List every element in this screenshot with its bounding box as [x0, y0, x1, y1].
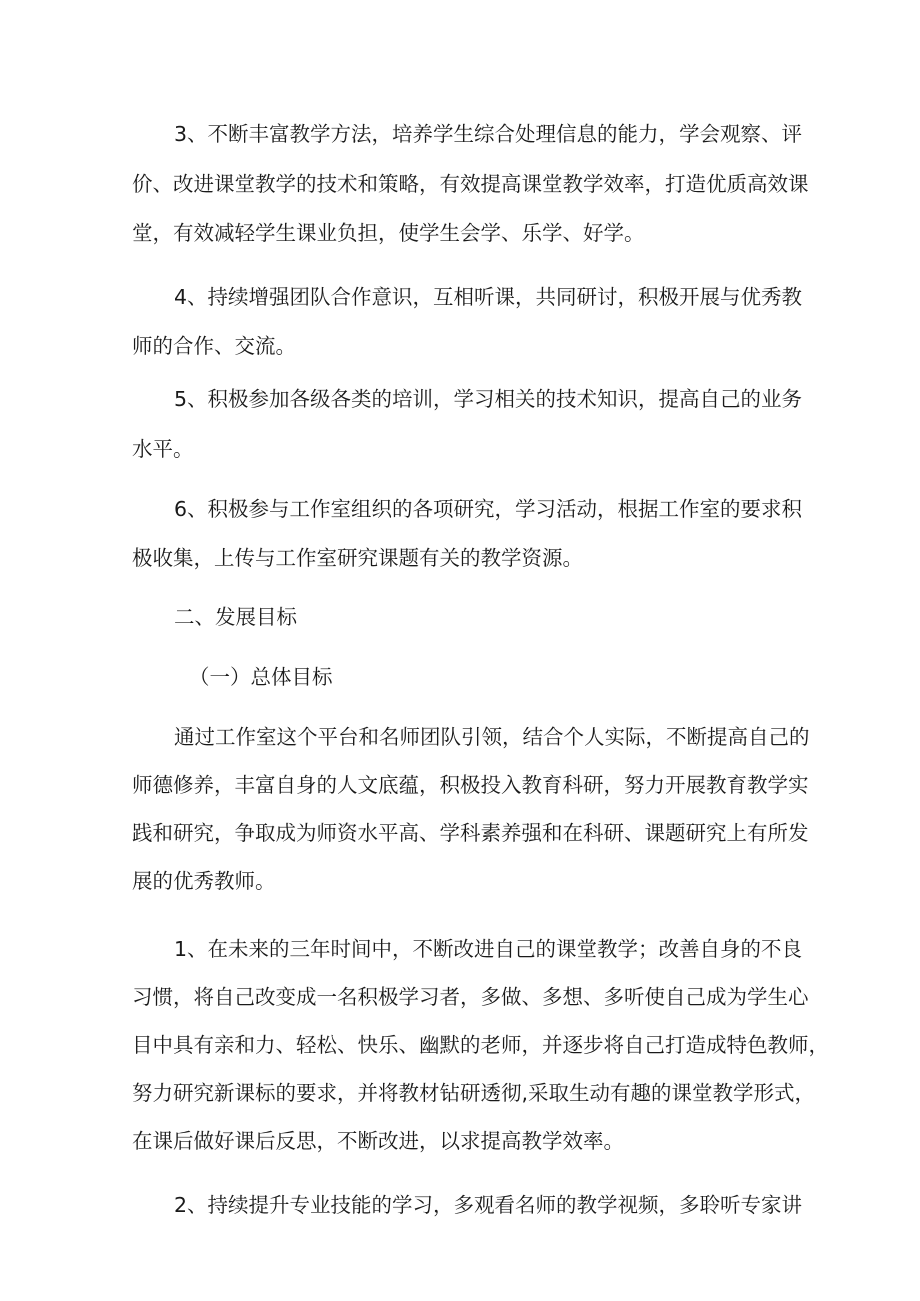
paragraph-6-line-1: 6、积极参与工作室组织的各项研究，学习活动，根据工作室的要求积 [174, 497, 803, 521]
overall-goal-line-2: 师德修养，丰富自身的人文底蕴，积极投入教育科研，努力开展教育教学实 [132, 773, 809, 797]
paragraph-4-line-1: 4、持续增强团队合作意识，互相听课，共同研讨，积极开展与优秀教 [174, 285, 803, 309]
overall-goal-line-4: 展的优秀教师。 [132, 869, 276, 893]
goal-item-1-line-4: 努力研究新课标的要求，并将教材钻研透彻,采取生动有趣的课堂教学形式， [132, 1081, 816, 1105]
paragraph-5-line-2: 水平。 [132, 437, 194, 461]
goal-item-2-line-1: 2、持续提升专业技能的学习，多观看名师的教学视频，多聆听专家讲 [174, 1193, 803, 1217]
overall-goal-line-1: 通过工作室这个平台和名师团队引领，结合个人实际，不断提高自己的 [174, 725, 810, 749]
paragraph-3-line-1: 3、不断丰富教学方法，培养学生综合处理信息的能力，学会观察、评 [174, 122, 803, 146]
goal-item-1-line-5: 在课后做好课后反思，不断改进，以求提高教学效率。 [132, 1129, 624, 1153]
paragraph-6-line-2: 极收集，上传与工作室研究课题有关的教学资源。 [132, 546, 583, 570]
paragraph-5-line-1: 5、积极参加各级各类的培训，学习相关的技术知识，提高自己的业务 [174, 387, 803, 411]
paragraph-4-line-2: 师的合作、交流。 [132, 334, 296, 358]
paragraph-3-line-3: 堂，有效减轻学生课业负担，使学生会学、乐学、好学。 [132, 221, 645, 245]
goal-item-1-line-1: 1、在未来的三年时间中，不断改进自己的课堂教学；改善自身的不良 [174, 937, 803, 961]
goal-item-1-line-2: 习惯，将自己改变成一名积极学习者，多做、多想、多听使自己成为学生心 [132, 985, 809, 1009]
paragraph-3-line-2: 价、改进课堂教学的技术和策略，有效提高课堂教学效率，打造优质高效课 [132, 172, 809, 196]
section-heading-development-goals: 二、发展目标 [174, 605, 297, 629]
goal-item-1-line-3: 目中具有亲和力、轻松、快乐、幽默的老师，并逐步将自己打造成特色教师， [132, 1033, 829, 1057]
subsection-heading-overall-goal: （一）总体目标 [189, 665, 333, 689]
overall-goal-line-3: 践和研究，争取成为师资水平高、学科素养强和在科研、课题研究上有所发 [132, 821, 809, 845]
